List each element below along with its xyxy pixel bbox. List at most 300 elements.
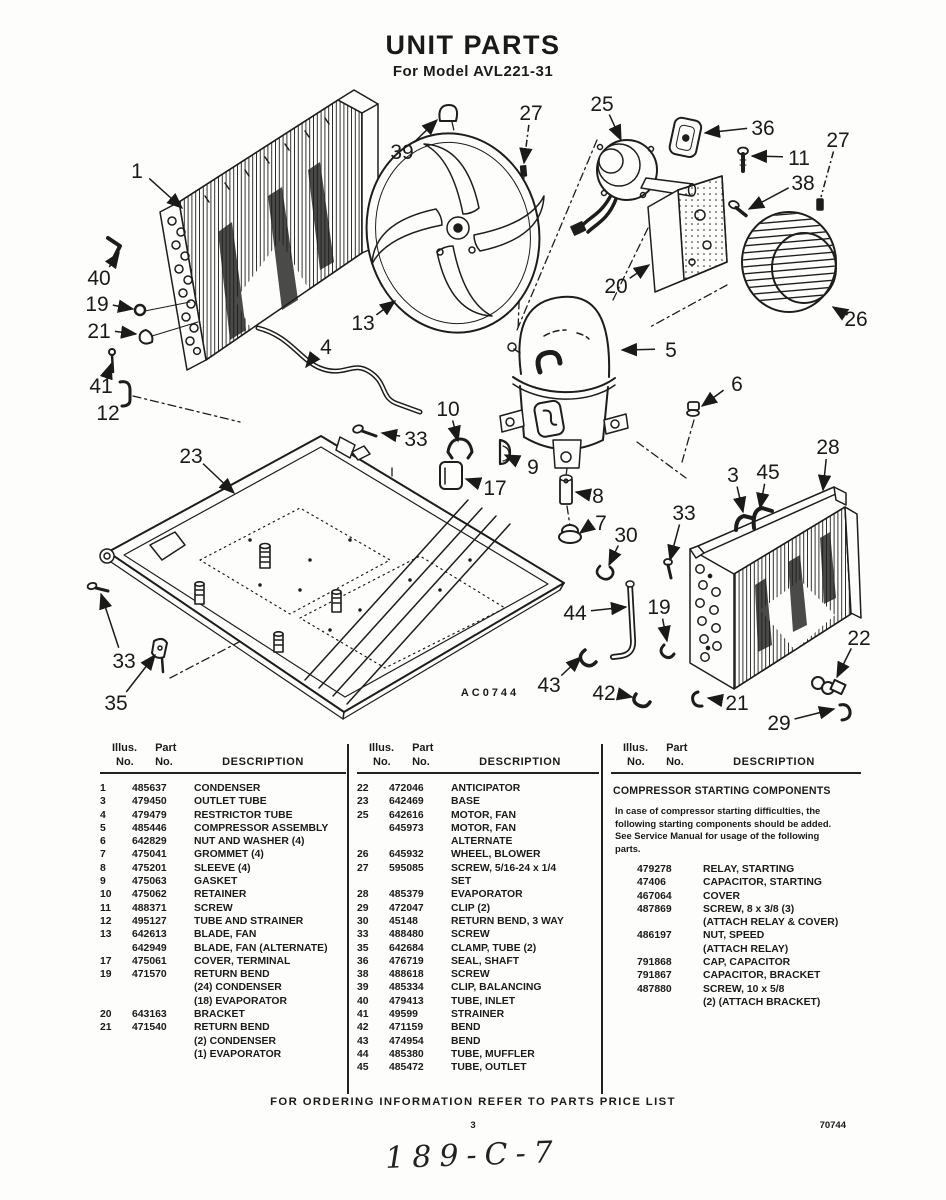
parts-row	[611, 890, 861, 903]
callout-leader	[760, 484, 765, 508]
part-no	[132, 1048, 194, 1061]
callout-number: 4	[320, 336, 332, 359]
header-description: DESCRIPTION	[222, 756, 304, 768]
callout-leader	[108, 364, 111, 373]
illus-no: 13	[100, 929, 112, 941]
parts-row	[100, 942, 346, 955]
part-description: CLIP (2)	[451, 902, 491, 914]
part-no: 471570	[132, 969, 167, 981]
part-no	[389, 875, 451, 888]
callout-leader	[101, 594, 119, 648]
callout-leader	[113, 305, 133, 309]
callout-leader	[580, 528, 587, 533]
callout-number: 29	[767, 712, 791, 735]
illus-no: 23	[357, 796, 369, 808]
part-description: RETAINER	[194, 889, 247, 901]
parts-table-header	[357, 742, 599, 774]
header-illus: Illus.	[112, 742, 138, 754]
part-no: 479413	[389, 995, 424, 1007]
callout-number: 19	[647, 596, 671, 619]
callout-leader	[115, 331, 136, 334]
parts-row	[357, 915, 599, 928]
parts-row	[357, 942, 599, 955]
illus-no	[100, 981, 132, 994]
callout-leader	[609, 545, 618, 565]
illus-no	[611, 956, 637, 969]
illus-no	[611, 876, 637, 889]
part-description: RESTRICTOR TUBE	[194, 809, 293, 821]
callout-number: 11	[788, 147, 810, 170]
callout-number: 28	[816, 436, 840, 459]
callout-number: 22	[847, 627, 871, 650]
part-no: 488618	[389, 969, 424, 981]
callout-number: 7	[595, 512, 607, 535]
parts-row	[100, 875, 346, 888]
parts-row	[100, 915, 346, 928]
callout-leader	[622, 349, 655, 350]
callout-leader	[837, 648, 851, 677]
part-no: 485472	[389, 1062, 424, 1074]
part-no: 471159	[389, 1022, 424, 1034]
part-no	[389, 835, 451, 848]
illus-no	[611, 929, 637, 942]
callout-number: 9	[527, 456, 539, 479]
part-description: (ATTACH RELAY & COVER)	[703, 917, 839, 929]
part-screw-33-left	[87, 582, 108, 591]
parts-row	[357, 809, 599, 822]
parts-row	[357, 862, 599, 875]
callout-leader	[630, 265, 649, 278]
callout-leader	[524, 125, 529, 163]
illus-no: 36	[357, 955, 369, 967]
illus-no: 26	[357, 849, 369, 861]
parts-row	[357, 1061, 599, 1074]
callout-leader	[609, 115, 621, 140]
part-description: WHEEL, BLOWER	[451, 849, 541, 861]
parts-row	[100, 848, 346, 861]
callout-number: 41	[89, 375, 113, 398]
part-no: 645932	[389, 849, 424, 861]
illus-no	[611, 903, 637, 916]
illus-no: 10	[100, 889, 112, 901]
illus-no: 12	[100, 915, 112, 927]
column-divider	[601, 744, 603, 1094]
part-shaft-seal	[668, 116, 702, 158]
parts-row	[100, 862, 346, 875]
callout-leader	[453, 420, 458, 441]
part-description: TUBE, INLET	[451, 995, 516, 1007]
callout-leader	[821, 151, 833, 197]
illus-no	[100, 1035, 132, 1048]
part-no: 642829	[132, 836, 167, 848]
callout-number: 5	[665, 339, 677, 362]
parts-table-column-2	[357, 742, 599, 1075]
parts-row	[357, 995, 599, 1008]
part-description: CAPACITOR, STARTING	[703, 877, 822, 889]
part-no	[637, 943, 703, 956]
illus-no	[611, 916, 637, 929]
part-description: SCREW, 8 x 3/8 (3)	[703, 903, 795, 915]
callout-leader	[833, 307, 842, 312]
illus-no: 21	[100, 1022, 112, 1034]
callout-leader	[382, 433, 400, 436]
callout-number: 17	[483, 477, 507, 500]
part-no: 472046	[389, 783, 424, 794]
part-description: TUBE AND STRAINER	[194, 915, 304, 927]
illus-no: 17	[100, 955, 112, 967]
illus-no	[357, 822, 389, 835]
part-balancing-clip	[439, 105, 457, 121]
part-no: 472047	[389, 902, 424, 914]
part-description: TUBE, MUFFLER	[451, 1048, 535, 1060]
header-description: DESCRIPTION	[479, 756, 561, 768]
callout-number: 39	[390, 141, 414, 164]
part-muffler-tube-44	[613, 581, 634, 657]
part-no: 487880	[637, 983, 672, 995]
illus-no	[611, 863, 637, 876]
callout-number: 33	[112, 650, 136, 673]
header-no: No.	[666, 756, 684, 768]
part-clip-29	[840, 705, 850, 720]
part-description: CLIP, BALANCING	[451, 982, 542, 994]
parts-row	[357, 1035, 599, 1048]
parts-row	[611, 916, 861, 929]
parts-row	[100, 809, 346, 822]
illus-no	[611, 890, 637, 903]
parts-row	[357, 1048, 599, 1061]
part-description: MOTOR, FAN	[451, 809, 517, 821]
part-retainer-10	[448, 439, 472, 458]
parts-row	[357, 875, 599, 888]
part-description: GASKET	[194, 876, 238, 888]
part-no: 475041	[132, 849, 167, 861]
parts-row	[100, 995, 346, 1008]
part-no: 485380	[389, 1048, 424, 1060]
part-description: SEAL, SHAFT	[451, 955, 520, 967]
illus-no: 43	[357, 1035, 369, 1047]
page-number: 3	[470, 1120, 476, 1131]
ordering-note: FOR ORDERING INFORMATION REFER TO PARTS PRICE LIST	[270, 1096, 676, 1108]
page-title: UNIT PARTS	[385, 30, 561, 60]
part-no: 643163	[132, 1009, 167, 1021]
part-evaporator	[690, 487, 861, 689]
part-no: 487869	[637, 903, 672, 915]
callout-number: 21	[87, 320, 111, 343]
callout-number: 25	[590, 93, 614, 116]
callout-number: 1	[131, 160, 143, 183]
illus-no	[611, 969, 637, 982]
part-description: BEND	[451, 1022, 481, 1034]
callout-number: 35	[104, 692, 128, 715]
part-no: 467064	[637, 890, 672, 902]
part-description: MOTOR, FAN	[451, 822, 517, 834]
illus-no: 19	[100, 969, 112, 981]
part-description: (ATTACH RELAY)	[703, 943, 789, 955]
part-description: (24) CONDENSER	[194, 982, 282, 994]
callout-number: 33	[672, 502, 696, 525]
part-grommet-7	[559, 525, 581, 543]
part-description: BRACKET	[194, 1009, 245, 1021]
part-no: 488480	[389, 929, 424, 941]
part-description: OUTLET TUBE	[194, 796, 267, 808]
parts-rows	[611, 863, 861, 1009]
part-bend-43	[580, 650, 596, 666]
handwritten-annotation: 189-C-7	[384, 1134, 562, 1177]
callout-leader	[670, 524, 680, 560]
callout-number: 27	[826, 129, 850, 152]
callout-leader	[749, 188, 789, 209]
illus-no: 7	[100, 849, 106, 861]
parts-row	[357, 848, 599, 861]
illus-no	[611, 943, 637, 956]
part-condenser	[0, 0, 378, 370]
part-no	[132, 1035, 194, 1048]
part-nut-washer-6	[687, 402, 699, 416]
callout-number: 27	[519, 102, 543, 125]
part-description: SLEEVE (4)	[194, 862, 251, 874]
part-no: 642684	[389, 942, 424, 954]
illus-no: 30	[357, 915, 369, 927]
parts-row	[357, 902, 599, 915]
parts-row	[100, 968, 346, 981]
parts-row	[611, 983, 861, 996]
part-no: 645973	[389, 822, 424, 834]
document-number: 70744	[819, 1120, 846, 1131]
parts-row	[100, 795, 346, 808]
illus-no: 28	[357, 889, 369, 901]
part-description: NUT AND WASHER (4)	[194, 836, 305, 848]
part-motor-bracket	[648, 176, 727, 292]
callout-number: 13	[351, 312, 375, 335]
part-no: 474954	[389, 1035, 424, 1047]
parts-row	[100, 902, 346, 915]
parts-row	[357, 888, 599, 901]
part-description: CAPACITOR, BRACKET	[703, 970, 821, 982]
parts-table-column-3	[611, 742, 861, 1009]
part-tube-strainer-12	[120, 382, 130, 406]
illus-no	[357, 875, 389, 888]
section-title: COMPRESSOR STARTING COMPONENTS	[613, 785, 831, 797]
part-no: 642949	[132, 942, 167, 954]
column-divider	[347, 744, 349, 1094]
header-no: No.	[412, 756, 430, 768]
part-description: SCREW	[451, 969, 490, 981]
callout-leader	[149, 178, 182, 208]
part-no	[132, 995, 194, 1008]
header-no: No.	[627, 756, 645, 768]
part-set-screw-left	[521, 166, 527, 176]
parts-row	[357, 955, 599, 968]
header-part: Part	[412, 742, 434, 754]
callout-leader	[708, 698, 721, 700]
part-no: 475062	[132, 889, 167, 901]
callout-number: 3	[727, 464, 739, 487]
part-description: NUT, SPEED	[703, 930, 765, 942]
parts-row	[100, 928, 346, 941]
illus-no	[100, 995, 132, 1008]
header-part: Part	[155, 742, 177, 754]
part-no: 475201	[132, 862, 167, 874]
part-no: 495127	[132, 915, 167, 927]
parts-row	[611, 903, 861, 916]
part-no: 471540	[132, 1022, 167, 1034]
part-no: 595085	[389, 862, 424, 874]
part-no: 488371	[132, 902, 167, 914]
part-blower-wheel	[742, 210, 836, 312]
part-no: 485446	[132, 822, 167, 834]
part-description: SCREW, 10 x 5/8	[703, 983, 785, 995]
callout-number: 33	[404, 428, 428, 451]
part-description: RELAY, STARTING	[703, 864, 795, 875]
illus-no: 9	[100, 876, 106, 888]
part-no: 485334	[389, 982, 424, 994]
part-bend-42	[634, 694, 650, 706]
parts-rows	[100, 782, 346, 1061]
parts-row	[357, 1008, 599, 1021]
illus-no: 44	[357, 1048, 369, 1060]
part-no	[637, 916, 703, 929]
illus-no: 20	[100, 1009, 112, 1021]
illus-no: 4	[100, 809, 106, 821]
part-description: TUBE, OUTLET	[451, 1062, 527, 1074]
callout-leader	[795, 709, 834, 719]
part-no	[637, 996, 703, 1009]
parts-rows	[357, 782, 599, 1075]
part-terminal-cover-17	[440, 462, 462, 489]
illus-no: 5	[100, 822, 106, 834]
part-no: 485379	[389, 889, 424, 901]
part-screw-33-top	[352, 424, 376, 436]
parts-row	[100, 1008, 346, 1021]
illus-no	[100, 1048, 132, 1061]
part-description: (1) EVAPORATOR	[194, 1048, 282, 1060]
parts-row	[357, 782, 599, 795]
parts-row	[100, 1035, 346, 1048]
callout-number: 38	[791, 172, 815, 195]
callout-number: 26	[844, 308, 868, 331]
part-description: GROMMET (4)	[194, 849, 264, 861]
part-no: 45148	[389, 915, 418, 927]
part-description: SCREW	[194, 902, 233, 914]
callout-leader	[737, 487, 743, 512]
part-compressor	[500, 297, 628, 468]
parts-row	[611, 969, 861, 982]
callout-leader	[705, 128, 747, 133]
callout-number: 21	[725, 692, 749, 715]
callout-number: 45	[756, 461, 780, 484]
callout-leader	[561, 657, 581, 676]
part-description: ANTICIPATOR	[451, 783, 521, 794]
callout-leader	[702, 390, 724, 406]
callout-number: 43	[537, 674, 561, 697]
parts-row	[611, 876, 861, 889]
part-no: 49599	[389, 1009, 418, 1021]
parts-row	[357, 1021, 599, 1034]
part-no: 476719	[389, 955, 424, 967]
parts-row	[100, 1048, 346, 1061]
illus-no	[611, 983, 637, 996]
header-no: No.	[155, 756, 173, 768]
part-no: 47406	[637, 877, 666, 889]
part-description: COVER, TERMINAL	[194, 955, 291, 967]
header-description: DESCRIPTION	[733, 756, 815, 768]
parts-table-header	[611, 742, 861, 774]
part-no: 485637	[132, 783, 167, 794]
header-illus: Illus.	[623, 742, 649, 754]
part-description: RETURN BEND	[194, 1022, 270, 1034]
illus-no: 38	[357, 969, 369, 981]
part-no: 479450	[132, 796, 167, 808]
part-set-screw-right	[817, 199, 823, 210]
callout-number: 23	[179, 445, 203, 468]
callout-leader	[752, 156, 783, 157]
part-description: SCREW	[451, 929, 490, 941]
illus-no	[100, 942, 132, 955]
callout-number: 42	[592, 682, 616, 705]
parts-row	[100, 835, 346, 848]
part-description: STRAINER	[451, 1009, 505, 1021]
illus-no: 35	[357, 942, 369, 954]
illus-no: 27	[357, 862, 369, 874]
part-no: 479479	[132, 809, 167, 821]
part-description: (2) CONDENSER	[194, 1035, 276, 1047]
callout-number: 6	[731, 373, 743, 396]
parts-row	[357, 928, 599, 941]
illus-no: 11	[100, 902, 111, 914]
part-description: ALTERNATE	[451, 836, 513, 848]
part-description: COMPRESSOR ASSEMBLY	[194, 822, 329, 834]
parts-row	[611, 863, 861, 876]
part-sleeve-8	[560, 475, 572, 504]
parts-row	[357, 795, 599, 808]
illus-no: 40	[357, 995, 369, 1007]
callout-leader	[466, 479, 480, 484]
part-description: EVAPORATOR	[451, 889, 523, 901]
part-no: 475061	[132, 955, 167, 967]
parts-row	[100, 888, 346, 901]
callout-number: 12	[96, 402, 120, 425]
callout-leader	[376, 301, 395, 315]
part-no: 479278	[637, 864, 672, 875]
illus-no: 33	[357, 929, 369, 941]
illus-no: 6	[100, 836, 106, 848]
part-anticipator-22	[812, 677, 846, 694]
illus-no: 8	[100, 862, 106, 874]
part-description: RETURN BEND, 3 WAY	[451, 915, 564, 927]
figure-code: AC0744	[460, 687, 520, 699]
callout-leader	[823, 459, 826, 490]
parts-row	[100, 782, 346, 795]
part-description: BLADE, FAN (ALTERNATE)	[194, 942, 328, 954]
illus-no: 39	[357, 982, 369, 994]
illus-no: 41	[357, 1009, 369, 1021]
callout-leader	[576, 492, 582, 493]
callout-number: 36	[751, 117, 775, 140]
part-return-bend-19-right	[661, 645, 674, 658]
part-screw-33-mid	[664, 559, 672, 578]
parts-row	[100, 822, 346, 835]
part-no: 486197	[637, 930, 672, 942]
header-illus: Illus.	[369, 742, 395, 754]
part-screw-11	[738, 148, 748, 172]
parts-row	[357, 835, 599, 848]
part-description: COVER	[703, 890, 740, 902]
part-gasket-9	[500, 440, 510, 464]
part-description: SET	[451, 876, 472, 888]
callout-number: 10	[436, 398, 460, 421]
part-description: BLADE, FAN	[194, 929, 257, 941]
part-description: (2) (ATTACH BRACKET)	[703, 996, 821, 1008]
